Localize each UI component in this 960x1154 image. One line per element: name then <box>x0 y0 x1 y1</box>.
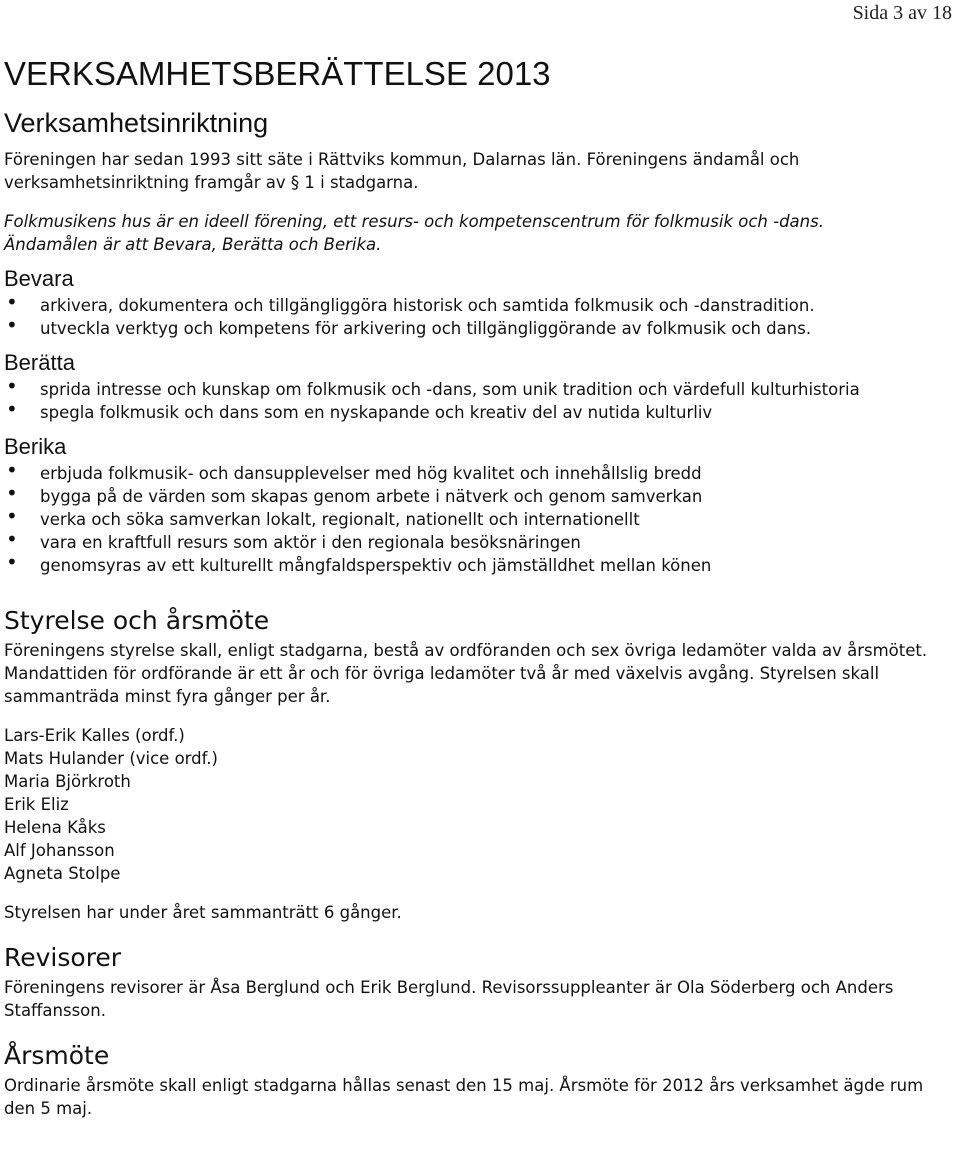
board-member: Helena Kåks <box>4 818 106 837</box>
revisorer-paragraph: Föreningens revisorer är Åsa Berglund och Erik Berglund. Revisorssuppleanter är Ola Söderberg och Anders Staffansson. <box>4 978 894 1020</box>
arsmote-paragraph: Ordinarie årsmöte skall enligt stadgarna hållas senast den 15 maj. Årsmöte för 2012 års verksamhet ägde rum den 5 maj. <box>4 1076 924 1118</box>
bevara-list <box>4 294 956 340</box>
board-member-list <box>4 724 956 885</box>
list-item: • sprida intresse och kunskap om folkmusik och -dans, som unik tradition och värdefull kulturhistoria <box>4 378 956 401</box>
list-item: • genomsyras av ett kulturellt mångfaldsperspektiv och jämställdhet mellan könen <box>4 554 956 577</box>
section-heading-beratta: Berätta <box>4 350 75 375</box>
board-member: Alf Johansson <box>4 841 115 860</box>
beratta-list <box>4 378 956 424</box>
board-member: Erik Eliz <box>4 795 69 814</box>
purpose-summary: Ändamålen är att Bevara, Berätta och Berika. <box>4 235 382 254</box>
board-member: Agneta Stolpe <box>4 864 121 883</box>
purpose-paragraph: Folkmusikens hus är en ideell förening, ett resurs- och kompetenscentrum för folkmusik och -dans. <box>4 212 824 231</box>
board-member: Lars-Erik Kalles (ordf.) <box>4 726 185 745</box>
section-heading-revisorer: Revisorer <box>4 943 122 972</box>
berika-list <box>4 462 956 577</box>
section-heading-berika: Berika <box>4 434 67 459</box>
document-body <box>4 52 956 1120</box>
list-item: • vara en kraftfull resurs som aktör i den regionala besöksnäringen <box>4 531 956 554</box>
meetings-paragraph: Styrelsen har under året sammanträtt 6 gånger. <box>4 903 402 922</box>
section-heading-styrelse: Styrelse och årsmöte <box>4 606 270 635</box>
styrelse-paragraph: Föreningens styrelse skall, enligt stadgarna, bestå av ordföranden och sex övriga ledamöter valda av årsmötet. Mandattiden för ordförande är ett år och för övriga ledamöter två år med växelvis avgång. Styrelsen skall sammanträda minst fyra gånger per år. <box>4 641 928 706</box>
page-number: Sida 3 av 18 <box>852 2 952 24</box>
list-item: • utveckla verktyg och kompetens för arkivering och tillgängliggörande av folkmusik och dans. <box>4 317 956 340</box>
list-item: • arkivera, dokumentera och tillgängliggöra historisk och samtida folkmusik och -danstradition. <box>4 294 956 317</box>
section-heading-arsmote: Årsmöte <box>4 1041 110 1070</box>
list-item: • spegla folkmusik och dans som en nyskapande och kreativ del av nutida kulturliv <box>4 401 956 424</box>
board-member: Mats Hulander (vice ordf.) <box>4 749 218 768</box>
list-item: • verka och söka samverkan lokalt, regionalt, nationellt och internationellt <box>4 508 956 531</box>
section-heading-verksamhetsinriktning: Verksamhetsinriktning <box>4 108 269 138</box>
board-member: Maria Björkroth <box>4 772 131 791</box>
document-title: VERKSAMHETSBERÄTTELSE 2013 <box>4 55 551 92</box>
list-item: • bygga på de värden som skapas genom arbete i nätverk och genom samverkan <box>4 485 956 508</box>
list-item: • erbjuda folkmusik- och dansupplevelser med hög kvalitet och innehållslig bredd <box>4 462 956 485</box>
section-heading-bevara: Bevara <box>4 266 74 291</box>
inriktning-paragraph: Föreningen har sedan 1993 sitt säte i Rättviks kommun, Dalarnas län. Föreningens ändamål och verksamhetsinriktning framgår av § 1 i stadgarna. <box>4 150 800 192</box>
